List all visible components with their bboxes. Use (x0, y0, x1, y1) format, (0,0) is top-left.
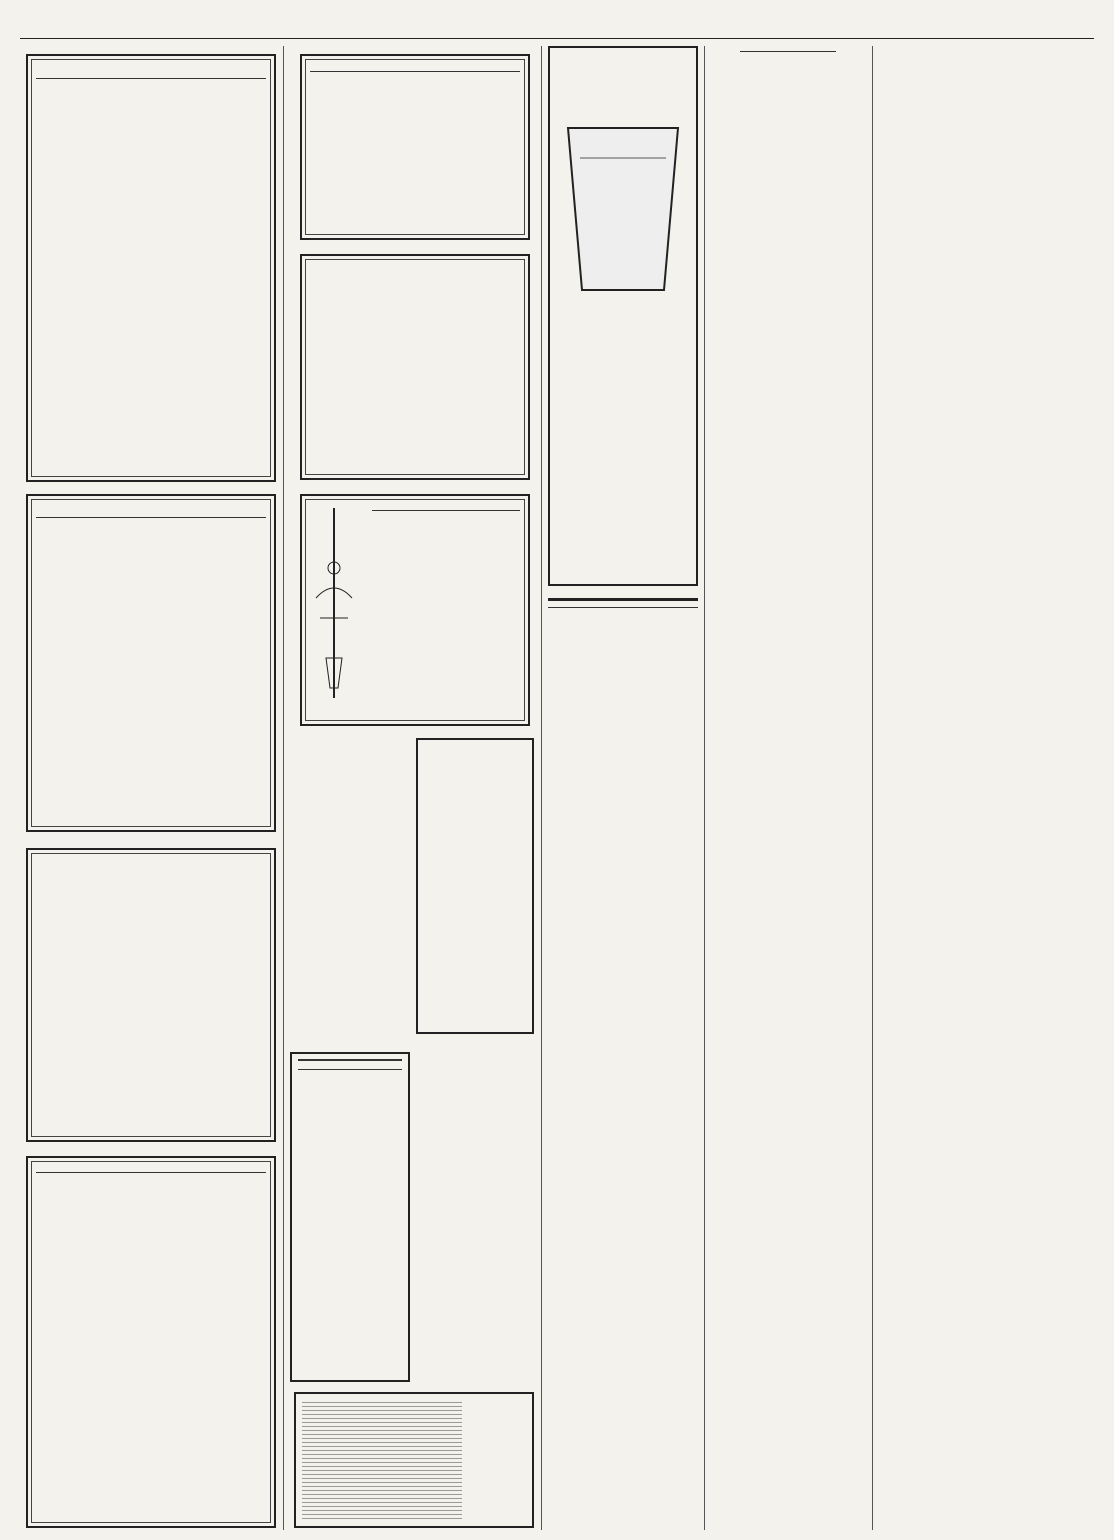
patriotic-ad (290, 736, 410, 1032)
column-rule (283, 46, 284, 1530)
column-rule (704, 46, 705, 1530)
gas-fitting-illustration (312, 508, 356, 708)
word-footer (298, 1069, 402, 1073)
column-3 (548, 46, 698, 1530)
bauckham-ad (300, 254, 530, 480)
alarm-ad (416, 738, 534, 1034)
stiles-name (36, 78, 266, 85)
column-4 (710, 46, 866, 1530)
column-rule (872, 46, 873, 1530)
masthead-rule (20, 38, 1094, 39)
cycle-proprietor (36, 514, 266, 518)
column-5-6-wrapper (878, 46, 1090, 1530)
engineers-ad (294, 1392, 534, 1528)
rimmer-oatmeal (548, 592, 698, 612)
glass-illustration (560, 118, 686, 298)
forsale-ad (416, 1044, 534, 1304)
divider (740, 51, 836, 52)
cycle-ad (26, 494, 276, 832)
column-rule (541, 46, 542, 1530)
gabites-ad (300, 54, 530, 240)
word-ad (290, 1052, 410, 1382)
hopper-ad (300, 494, 530, 726)
dixon-ad (548, 46, 698, 586)
paper-title (548, 598, 698, 601)
stiles-ad (26, 54, 276, 482)
red-house-ad (26, 1156, 276, 1528)
engineers-fine-print (302, 1400, 462, 1522)
durward-ad (26, 848, 276, 1142)
red-house-phone-row (36, 1172, 266, 1173)
section-title (548, 605, 698, 608)
gabites-title (310, 68, 520, 72)
word-title (298, 1059, 402, 1061)
hopper-name (372, 510, 520, 515)
